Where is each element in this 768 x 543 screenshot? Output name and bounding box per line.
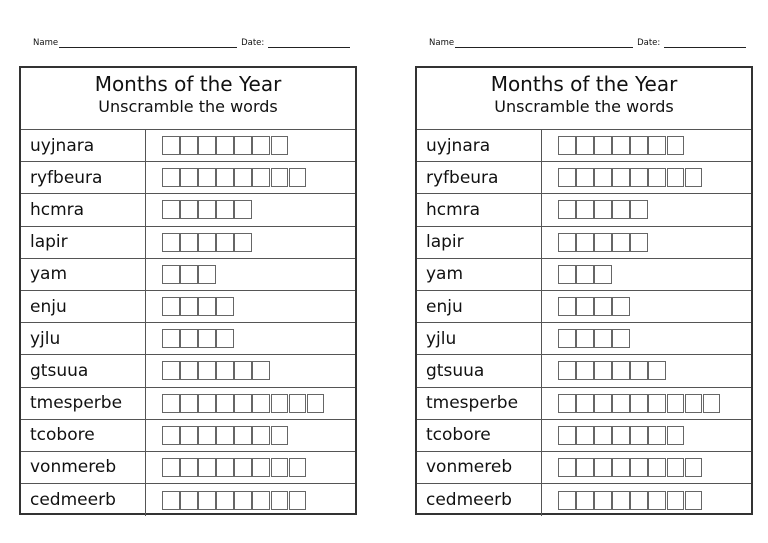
letter-box[interactable]: [648, 136, 666, 155]
answer-boxes: [542, 420, 685, 451]
letter-box[interactable]: [630, 394, 648, 413]
letter-box[interactable]: [216, 394, 234, 413]
letter-box[interactable]: [198, 329, 216, 348]
word-row: [417, 291, 751, 323]
name-label: Name: [429, 38, 455, 48]
letter-box[interactable]: [180, 297, 198, 316]
letter-box[interactable]: [234, 458, 252, 477]
letter-box[interactable]: [648, 361, 666, 380]
word-row: [417, 484, 751, 516]
answer-boxes: [542, 162, 703, 193]
worksheet-header: [21, 68, 355, 130]
letter-box[interactable]: [216, 136, 234, 155]
scrambled-word: enju: [21, 291, 146, 322]
letter-box[interactable]: [558, 265, 576, 284]
letter-box[interactable]: [612, 394, 630, 413]
answer-boxes: [542, 484, 703, 516]
letter-box[interactable]: [180, 491, 198, 510]
letter-box[interactable]: [216, 426, 234, 445]
answer-boxes: [542, 130, 685, 161]
letter-box[interactable]: [667, 426, 685, 445]
letter-box[interactable]: [648, 491, 666, 510]
word-row: [21, 420, 355, 452]
letter-box[interactable]: [594, 136, 612, 155]
letter-box[interactable]: [630, 200, 648, 219]
letter-box[interactable]: [252, 168, 270, 187]
worksheet-table: [415, 66, 753, 515]
letter-box[interactable]: [594, 329, 612, 348]
date-field-line[interactable]: [268, 37, 350, 48]
letter-box[interactable]: [648, 458, 666, 477]
letter-box[interactable]: [252, 136, 270, 155]
answer-boxes: [542, 355, 667, 386]
worksheet-title: Months of the Year: [94, 72, 282, 96]
scrambled-word: tcobore: [21, 420, 146, 451]
scrambled-word: yjlu: [417, 323, 542, 354]
letter-box[interactable]: [558, 168, 576, 187]
letter-box[interactable]: [594, 394, 612, 413]
letter-box[interactable]: [162, 491, 180, 510]
letter-box[interactable]: [648, 394, 666, 413]
letter-box[interactable]: [180, 200, 198, 219]
letter-box[interactable]: [162, 361, 180, 380]
letter-box[interactable]: [594, 168, 612, 187]
name-label: Name: [33, 38, 59, 48]
letter-box[interactable]: [612, 200, 630, 219]
scrambled-word: yam: [21, 259, 146, 290]
word-rows: [417, 130, 751, 516]
letter-box[interactable]: [162, 265, 180, 284]
letter-box[interactable]: [198, 265, 216, 284]
letter-box[interactable]: [198, 168, 216, 187]
worksheet-right: [415, 0, 755, 543]
letter-box[interactable]: [594, 297, 612, 316]
letter-box[interactable]: [252, 361, 270, 380]
letter-box[interactable]: [703, 394, 721, 413]
letter-box[interactable]: [162, 200, 180, 219]
answer-boxes: [542, 227, 648, 258]
word-row: [21, 355, 355, 387]
answer-boxes: [146, 452, 307, 483]
letter-box[interactable]: [216, 329, 234, 348]
letter-box[interactable]: [630, 233, 648, 252]
letter-box[interactable]: [594, 200, 612, 219]
letter-box[interactable]: [252, 426, 270, 445]
letter-box[interactable]: [612, 361, 630, 380]
letter-box[interactable]: [612, 136, 630, 155]
letter-box[interactable]: [162, 394, 180, 413]
answer-boxes: [146, 227, 252, 258]
letter-box[interactable]: [198, 426, 216, 445]
letter-box[interactable]: [198, 458, 216, 477]
letter-box[interactable]: [289, 458, 307, 477]
letter-box[interactable]: [162, 458, 180, 477]
letter-box[interactable]: [667, 491, 685, 510]
letter-box[interactable]: [271, 426, 289, 445]
letter-box[interactable]: [685, 168, 703, 187]
letter-box[interactable]: [594, 458, 612, 477]
letter-box[interactable]: [216, 361, 234, 380]
letter-box[interactable]: [307, 394, 325, 413]
letter-box[interactable]: [252, 458, 270, 477]
letter-box[interactable]: [180, 329, 198, 348]
answer-boxes: [146, 194, 252, 225]
answer-boxes: [542, 291, 630, 322]
letter-box[interactable]: [576, 297, 594, 316]
scrambled-word: ryfbeura: [21, 162, 146, 193]
worksheet-header: [417, 68, 751, 130]
answer-boxes: [146, 355, 271, 386]
letter-box[interactable]: [630, 168, 648, 187]
letter-box[interactable]: [289, 168, 307, 187]
letter-box[interactable]: [594, 265, 612, 284]
letter-box[interactable]: [289, 394, 307, 413]
letter-box[interactable]: [558, 297, 576, 316]
letter-box[interactable]: [594, 491, 612, 510]
letter-box[interactable]: [198, 394, 216, 413]
worksheet-subtitle: Unscramble the words: [98, 97, 278, 116]
letter-box[interactable]: [576, 394, 594, 413]
answer-boxes: [542, 452, 703, 483]
letter-box[interactable]: [558, 458, 576, 477]
letter-box[interactable]: [667, 458, 685, 477]
scrambled-word: yjlu: [21, 323, 146, 354]
letter-box[interactable]: [289, 491, 307, 510]
letter-box[interactable]: [180, 458, 198, 477]
letter-box[interactable]: [216, 168, 234, 187]
letter-box[interactable]: [667, 136, 685, 155]
letter-box[interactable]: [576, 491, 594, 510]
letter-box[interactable]: [234, 200, 252, 219]
letter-box[interactable]: [612, 458, 630, 477]
scrambled-word: gtsuua: [21, 355, 146, 386]
name-date-row: [33, 34, 359, 48]
word-row: [21, 388, 355, 420]
worksheet-table: [19, 66, 357, 515]
letter-box[interactable]: [648, 426, 666, 445]
letter-box[interactable]: [198, 491, 216, 510]
word-row: [417, 227, 751, 259]
name-field-line[interactable]: [455, 37, 633, 48]
letter-box[interactable]: [558, 394, 576, 413]
word-row: [21, 227, 355, 259]
letter-box[interactable]: [271, 394, 289, 413]
letter-box[interactable]: [162, 136, 180, 155]
word-row: [21, 291, 355, 323]
letter-box[interactable]: [630, 361, 648, 380]
letter-box[interactable]: [180, 265, 198, 284]
letter-box[interactable]: [162, 426, 180, 445]
answer-boxes: [146, 420, 289, 451]
scrambled-word: enju: [417, 291, 542, 322]
letter-box[interactable]: [216, 458, 234, 477]
scrambled-word: lapir: [417, 227, 542, 258]
answer-boxes: [542, 323, 630, 354]
answer-boxes: [542, 259, 612, 290]
letter-box[interactable]: [630, 136, 648, 155]
letter-box[interactable]: [180, 361, 198, 380]
name-date-row: [429, 34, 755, 48]
letter-box[interactable]: [558, 361, 576, 380]
letter-box[interactable]: [162, 168, 180, 187]
word-row: [21, 484, 355, 516]
answer-boxes: [146, 259, 216, 290]
answer-boxes: [542, 194, 648, 225]
letter-box[interactable]: [612, 491, 630, 510]
date-field-line[interactable]: [664, 37, 746, 48]
answer-boxes: [146, 291, 234, 322]
letter-box[interactable]: [576, 233, 594, 252]
letter-box[interactable]: [576, 426, 594, 445]
scrambled-word: hcmra: [21, 194, 146, 225]
letter-box[interactable]: [180, 136, 198, 155]
letter-box[interactable]: [630, 426, 648, 445]
letter-box[interactable]: [576, 136, 594, 155]
letter-box[interactable]: [558, 426, 576, 445]
scrambled-word: hcmra: [417, 194, 542, 225]
letter-box[interactable]: [180, 426, 198, 445]
word-row: [21, 162, 355, 194]
word-row: [21, 259, 355, 291]
date-label: Date:: [637, 38, 661, 48]
scrambled-word: ryfbeura: [417, 162, 542, 193]
scrambled-word: uyjnara: [21, 130, 146, 161]
letter-box[interactable]: [234, 136, 252, 155]
letter-box[interactable]: [612, 168, 630, 187]
letter-box[interactable]: [198, 233, 216, 252]
scrambled-word: lapir: [21, 227, 146, 258]
letter-box[interactable]: [576, 168, 594, 187]
letter-box[interactable]: [198, 200, 216, 219]
scrambled-word: tmesperbe: [21, 388, 146, 419]
letter-box[interactable]: [576, 329, 594, 348]
letter-box[interactable]: [558, 329, 576, 348]
letter-box[interactable]: [685, 491, 703, 510]
word-row: [21, 130, 355, 162]
worksheet-subtitle: Unscramble the words: [494, 97, 674, 116]
letter-box[interactable]: [180, 168, 198, 187]
letter-box[interactable]: [271, 136, 289, 155]
letter-box[interactable]: [162, 329, 180, 348]
letter-box[interactable]: [612, 297, 630, 316]
worksheet-left: [19, 0, 359, 543]
letter-box[interactable]: [667, 168, 685, 187]
scrambled-word: cedmeerb: [21, 484, 146, 516]
letter-box[interactable]: [234, 491, 252, 510]
scrambled-word: yam: [417, 259, 542, 290]
word-rows: [21, 130, 355, 516]
scrambled-word: uyjnara: [417, 130, 542, 161]
letter-box[interactable]: [271, 491, 289, 510]
letter-box[interactable]: [576, 361, 594, 380]
answer-boxes: [146, 162, 307, 193]
worksheet-title: Months of the Year: [490, 72, 678, 96]
answer-boxes: [146, 388, 325, 419]
letter-box[interactable]: [558, 233, 576, 252]
letter-box[interactable]: [594, 426, 612, 445]
answer-boxes: [542, 388, 721, 419]
word-row: [417, 452, 751, 484]
letter-box[interactable]: [612, 329, 630, 348]
letter-box[interactable]: [216, 491, 234, 510]
word-row: [21, 452, 355, 484]
scrambled-word: vonmereb: [417, 452, 542, 483]
letter-box[interactable]: [198, 361, 216, 380]
letter-box[interactable]: [558, 136, 576, 155]
letter-box[interactable]: [252, 491, 270, 510]
word-row: [417, 388, 751, 420]
letter-box[interactable]: [252, 394, 270, 413]
answer-boxes: [146, 130, 289, 161]
letter-box[interactable]: [234, 361, 252, 380]
letter-box[interactable]: [180, 394, 198, 413]
scrambled-word: tcobore: [417, 420, 542, 451]
name-field-line[interactable]: [59, 37, 237, 48]
answer-boxes: [146, 484, 307, 516]
letter-box[interactable]: [630, 458, 648, 477]
scrambled-word: tmesperbe: [417, 388, 542, 419]
word-row: [21, 323, 355, 355]
letter-box[interactable]: [685, 394, 703, 413]
word-row: [21, 194, 355, 226]
letter-box[interactable]: [234, 233, 252, 252]
letter-box[interactable]: [594, 361, 612, 380]
letter-box[interactable]: [234, 426, 252, 445]
letter-box[interactable]: [630, 491, 648, 510]
letter-box[interactable]: [576, 200, 594, 219]
word-row: [417, 162, 751, 194]
word-row: [417, 420, 751, 452]
letter-box[interactable]: [162, 233, 180, 252]
letter-box[interactable]: [198, 136, 216, 155]
word-row: [417, 130, 751, 162]
letter-box[interactable]: [648, 168, 666, 187]
word-row: [417, 355, 751, 387]
letter-box[interactable]: [612, 426, 630, 445]
letter-box[interactable]: [685, 458, 703, 477]
scrambled-word: vonmereb: [21, 452, 146, 483]
word-row: [417, 323, 751, 355]
letter-box[interactable]: [576, 458, 594, 477]
letter-box[interactable]: [216, 200, 234, 219]
word-row: [417, 259, 751, 291]
answer-boxes: [146, 323, 234, 354]
letter-box[interactable]: [558, 491, 576, 510]
letter-box[interactable]: [558, 200, 576, 219]
letter-box[interactable]: [667, 394, 685, 413]
letter-box[interactable]: [594, 233, 612, 252]
letter-box[interactable]: [162, 297, 180, 316]
letter-box[interactable]: [198, 297, 216, 316]
date-label: Date:: [241, 38, 265, 48]
scrambled-word: gtsuua: [417, 355, 542, 386]
letter-box[interactable]: [576, 265, 594, 284]
letter-box[interactable]: [234, 168, 252, 187]
letter-box[interactable]: [234, 394, 252, 413]
letter-box[interactable]: [271, 168, 289, 187]
letter-box[interactable]: [612, 233, 630, 252]
letter-box[interactable]: [180, 233, 198, 252]
letter-box[interactable]: [216, 297, 234, 316]
word-row: [417, 194, 751, 226]
scrambled-word: cedmeerb: [417, 484, 542, 516]
letter-box[interactable]: [216, 233, 234, 252]
letter-box[interactable]: [271, 458, 289, 477]
